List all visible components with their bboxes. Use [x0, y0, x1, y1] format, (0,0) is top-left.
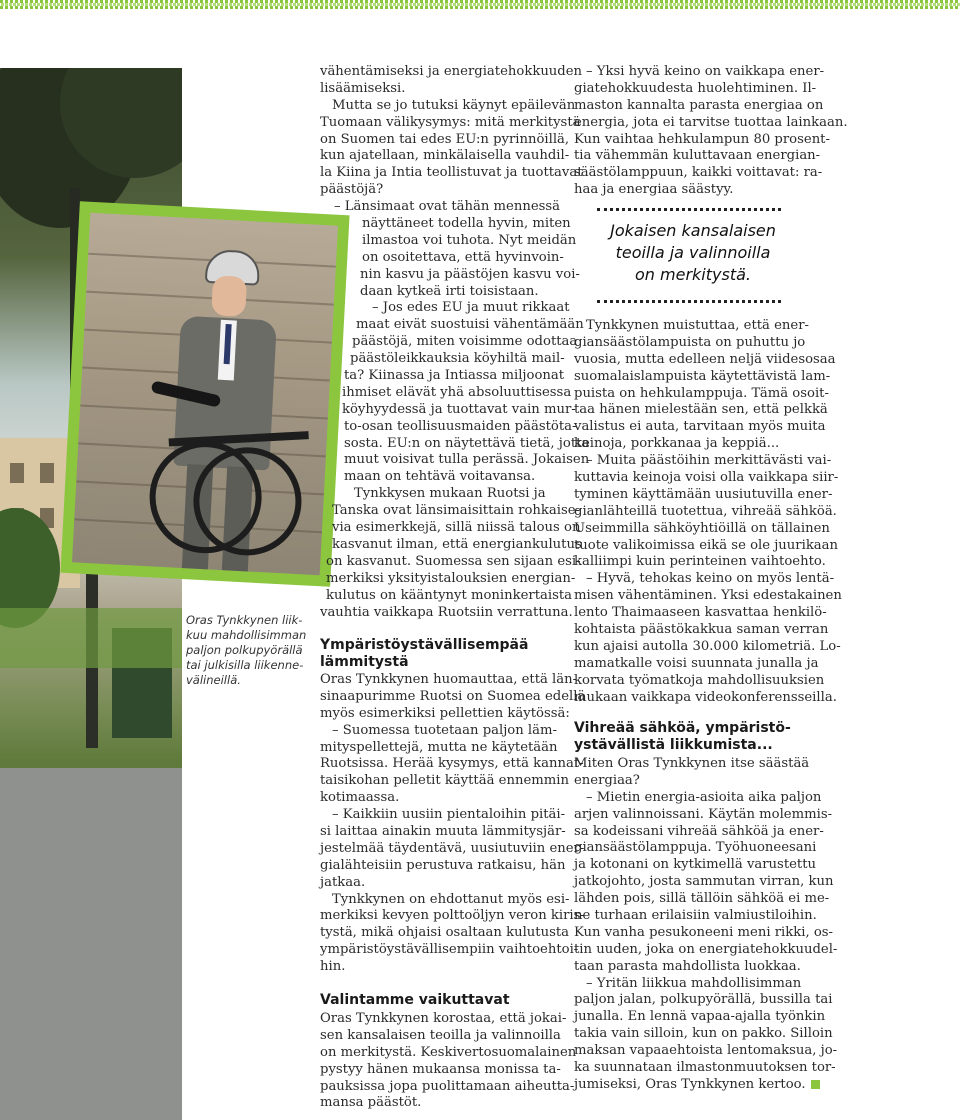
pullquote-line: Jokaisen kansalaisen — [610, 221, 776, 240]
text-line: taisikohan pelletit käyttää ennemmin — [320, 773, 569, 789]
text-line: mamatkalle voisi suunnata junalla ja — [574, 655, 819, 671]
text-line: gianlähteillä tuotettua, vihreää sähköä. — [574, 503, 837, 519]
pullquote — [574, 220, 812, 286]
text-line: paljon jalan, polkupyörällä, bussilla tai — [574, 992, 833, 1008]
text-line: ihmiset elävät yhä absoluuttisessa — [342, 384, 572, 400]
text-line: – Muita päästöihin merkittävästi vai- — [586, 453, 832, 469]
heading-line: lämmitystä — [320, 654, 409, 670]
text-line: kalliimpi kuin perinteinen vaihtoehto. — [574, 554, 826, 570]
text-line: Useimmilla sähköyhtiöillä on tällainen — [574, 520, 830, 536]
text-line: – Hyvä, tehokas keino on myös lentä- — [586, 571, 835, 587]
text-line: mukaan vaikkapa videokonferensseilla. — [574, 689, 837, 705]
text-line: kasvanut ilman, että energiankulutus — [332, 536, 582, 552]
text-line: takia vain silloin, kun on pakko. Silloin — [574, 1026, 833, 1042]
text-line: lisäämiseksi. — [320, 80, 406, 96]
photo-man-with-folding-bike — [72, 213, 338, 575]
text-line — [574, 1077, 812, 1094]
text-line: muut voisivat tulla perässä. Jokaisen — [344, 452, 590, 468]
text-line: maston kannalta parasta energiaa on — [574, 97, 824, 113]
text-line: gialähteisiin perustuva ratkaisu, hän — [320, 857, 566, 873]
text-line: tyminen käyttämään uusiutuvilla ener- — [574, 486, 833, 502]
text-line: mansa päästöt. — [320, 1095, 422, 1111]
section-heading-choices — [320, 992, 556, 1009]
text-line: kun ajaisi autolla 30.000 kilometriä. Lo- — [574, 638, 841, 654]
text-line: suomalaislampuista käytettävistä lam- — [574, 368, 831, 384]
heading-line: ystävällistä liikkumista... — [574, 737, 773, 753]
top-decorative-stripe — [0, 0, 960, 9]
text-line: Oras Tynkkynen korostaa, että jokai- — [320, 1011, 567, 1026]
text-line: jatkojohto, josta sammutan virran, kun — [574, 874, 834, 890]
heading-line: Ympäristöystävällisempää — [320, 637, 529, 653]
text-line: Tynkkynen muistuttaa, että ener- — [586, 318, 809, 333]
text-line: maksan vapaaehtoista lentomaksua, jo- — [574, 1043, 838, 1059]
text-line-content: jumiseksi, Oras Tynkkynen kertoo. — [574, 1076, 806, 1092]
text-line: ta? Kiinassa ja Intiassa miljoonat — [344, 368, 565, 384]
pullquote-divider-bottom — [597, 300, 781, 303]
text-line: maan on tehtävä voitavansa. — [344, 469, 536, 485]
section-heading-green-electricity — [574, 720, 812, 754]
text-line: sosta. EU:n on näytettävä tietä, jotta — [344, 435, 590, 451]
text-line: – Yksi hyvä keino on vaikkapa ener- — [586, 64, 825, 79]
text-line: kotimaassa. — [320, 790, 400, 806]
text-line: haa ja energiaa säästyy. — [574, 182, 734, 198]
text-line: päästöjä, miten voisimme odottaa — [352, 334, 578, 350]
text-line: Miten Oras Tynkkynen itse säästää — [574, 756, 810, 771]
text-line: Kun vanha pesukoneeni meni rikki, os- — [574, 924, 834, 940]
text-line: – Mietin energia-asioita aika paljon — [586, 789, 822, 805]
text-line: Oras Tynkkynen huomauttaa, että län- — [320, 672, 578, 687]
text-line: si laittaa ainakin muuta lämmitysjär- — [320, 824, 566, 840]
text-line: on Suomen tai edes EU:n pyrinnöillä, — [320, 131, 570, 147]
text-line: ne turhaan erilaisiin valmiustiloihin. — [574, 908, 817, 924]
text-line: kulutus on kääntynyt moninkertaista — [326, 587, 573, 603]
text-line: jestelmää täydentävä, uusiutuviin ener- — [320, 840, 585, 856]
text-line: ja kotonani on kytkimellä varustettu — [574, 857, 817, 873]
text-line: pauksissa jopa puolittamaan aiheutta- — [320, 1078, 575, 1094]
text-line: giansäästölampuista on puhuttu jo — [574, 334, 806, 350]
text-line: ka suunnataan ilmastonmuutoksen tor- — [574, 1060, 836, 1076]
text-line: tin uuden, joka on energiatehokkuudel- — [574, 941, 838, 957]
text-line: to-osan teollisuusmaiden päästöta- — [344, 418, 577, 434]
text-line: kohtaista päästökakkua saman verran — [574, 622, 829, 638]
text-line: hin. — [320, 959, 346, 975]
column-2-mid — [574, 318, 842, 706]
text-line: myös esimerkiksi pellettien käytössä: — [320, 705, 570, 721]
text-line: Kun vaihtaa hehkulampun 80 prosent- — [574, 131, 830, 147]
heading-line: Valintamme vaikuttavat — [320, 992, 510, 1008]
text-line: on kasvanut. Suomessa sen sijaan esi- — [326, 553, 581, 569]
column-1-mid — [320, 672, 586, 976]
text-line: sa kodeissani vihreää sähköä ja ener- — [574, 823, 824, 839]
text-line: misen vähentäminen. Yksi edestakainen — [574, 588, 842, 604]
text-line: junalla. En lennä vapaa-ajalla työnkin — [574, 1009, 826, 1025]
text-line: Tanska ovat länsimaisittain rohkaise- — [332, 503, 581, 519]
text-line: Mutta se jo tutuksi käynyt epäilevän — [332, 97, 576, 113]
text-line: merkiksi yksityistalouksien energian- — [326, 570, 576, 586]
text-line: – Suomessa tuotetaan paljon läm- — [332, 722, 557, 738]
text-line: – Kaikkiin uusiin pientaloihin pitäi- — [332, 807, 566, 823]
text-line: Ruotsissa. Herää kysymys, että kannat- — [320, 756, 584, 772]
text-line: – Jos edes EU ja muut rikkaat — [372, 300, 570, 316]
column-2-top — [574, 64, 848, 199]
text-line: mityspellettejä, mutta ne käytetään — [320, 739, 558, 755]
text-line: on osoitettava, että hyvinvoin- — [362, 249, 564, 265]
text-line: pystyy hänen mukaansa monissa ta- — [320, 1061, 561, 1077]
text-line: maat eivät suostuisi vähentämään — [356, 317, 584, 333]
text-line: Tynkkynen on ehdottanut myös esi- — [332, 891, 570, 907]
text-line: taa hänen mielestään sen, että pelkkä — [574, 402, 828, 418]
text-line: via esimerkkejä, sillä niissä talous on — [332, 520, 581, 536]
text-line: sen kansalaisen teoilla ja valinnoilla — [320, 1027, 561, 1043]
text-line: päästöjä? — [320, 182, 384, 198]
text-line: on merkitystä. Keskivertosuomalainen — [320, 1044, 577, 1060]
text-line: korvata työmatkoja mahdollisuuksien — [574, 672, 825, 688]
text-line: sinaapurimme Ruotsi on Suomea edellä — [320, 688, 586, 704]
text-line: Tynkkysen mukaan Ruotsi ja — [354, 486, 546, 502]
column-1-top — [320, 64, 590, 621]
text-line: taan parasta mahdollista luokkaa. — [574, 958, 801, 974]
text-line: merkiksi kevyen polttoöljyn veron kiris- — [320, 908, 585, 924]
caption-line: tai julkisilla liikenne- — [186, 658, 304, 672]
column-2-bottom — [574, 756, 838, 1094]
text-line: ympäristöystävällisempiin vaihtoehtoi- — [320, 942, 579, 958]
text-line: arjen valinnoissani. Käytän molemmis- — [574, 806, 833, 822]
text-line: tia vähemmän kuluttavaan energian- — [574, 148, 821, 164]
text-line: näyttäneet todella hyvin, miten — [362, 216, 571, 232]
heading-line: Vihreää sähköä, ympäristö- — [574, 720, 791, 736]
text-line: valistus ei auta, tarvitaan myös muita — [574, 419, 826, 435]
end-of-article-square-icon — [811, 1080, 820, 1089]
text-line: la Kiina ja Intia teollistuvat ja tuottavat — [320, 165, 583, 181]
text-line: säästölamppuun, kaikki voittavat: ra- — [574, 165, 823, 181]
caption-line: Oras Tynkkynen liik- — [186, 613, 303, 627]
section-heading-heating — [320, 637, 556, 671]
photo-caption — [186, 613, 307, 688]
text-line: vähentämiseksi ja energiatehokkuuden — [320, 64, 583, 79]
text-line: giansäästölamppuja. Työhuoneesani — [574, 840, 817, 856]
text-line: päästöleikkauksia köyhiltä mail- — [350, 351, 565, 367]
text-line: kun ajatellaan, minkälaisella vauhdil- — [320, 148, 570, 164]
text-line: energia, jota ei tarvitse tuottaa lainkaan. — [574, 114, 848, 130]
pullquote-divider-top — [597, 208, 781, 211]
framed-photo — [60, 201, 349, 587]
text-line: tuote valikoimissa eikä se ole juurikaan — [574, 537, 839, 553]
text-line: – Länsimaat ovat tähän mennessä — [334, 199, 561, 215]
column-1-bottom — [320, 1011, 577, 1112]
text-line: kuttavia keinoja voisi olla vaikkapa siir- — [574, 470, 839, 486]
caption-line: kuu mahdollisimman — [186, 628, 307, 642]
caption-line: paljon polkupyörällä — [186, 643, 303, 657]
pullquote-line: on merkitystä. — [635, 265, 751, 284]
text-line: puista on hehkulamppuja. Tämä osoit- — [574, 385, 829, 401]
caption-line: välineillä. — [186, 673, 241, 687]
text-line: vauhtia vaikkapa Ruotsiin verrattuna. — [320, 604, 573, 620]
text-line: keinoja, porkkanaa ja keppiä... — [574, 436, 780, 452]
text-line: köyhyydessä ja tuottavat vain mur- — [342, 401, 576, 417]
text-line: jatkaa. — [320, 874, 366, 890]
text-line: Tuomaan välikysymys: mitä merkitystä — [320, 114, 581, 130]
text-line: nin kasvu ja päästöjen kasvu voi- — [360, 266, 580, 282]
text-line: vuosia, mutta edelleen neljä viidesosaa — [574, 351, 836, 367]
text-line: energiaa? — [574, 772, 640, 788]
text-line: daan kytkeä irti toisistaan. — [360, 283, 539, 299]
text-line: lento Thaimaaseen kasvattaa henkilö- — [574, 605, 827, 621]
text-line: lähden pois, sillä tällöin sähköä ei me- — [574, 891, 830, 907]
text-line: giatehokkuudesta huolehtiminen. Il- — [574, 80, 817, 96]
pullquote-line: teoilla ja valinnoilla — [615, 243, 771, 262]
text-line: ilmastoa voi tuhota. Nyt meidän — [362, 232, 577, 248]
text-line: – Yritän liikkua mahdollisimman — [586, 975, 802, 991]
text-line: tystä, mikä ohjaisi osaltaan kulutusta — [320, 925, 570, 941]
